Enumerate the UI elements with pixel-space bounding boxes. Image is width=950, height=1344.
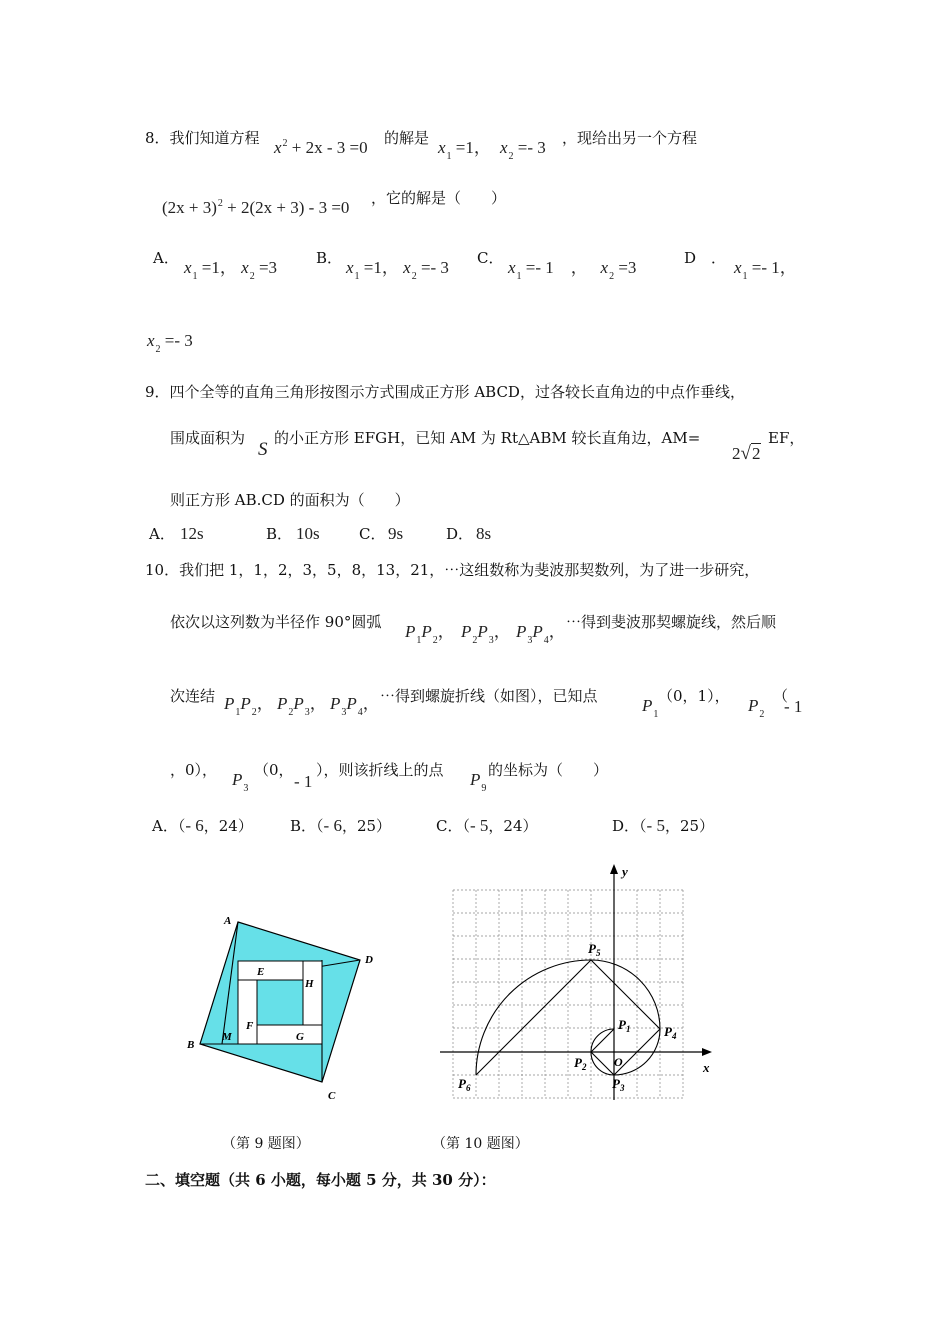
option-x: - 5 bbox=[469, 816, 489, 835]
subscript: 2 bbox=[411, 271, 417, 282]
q8-eq1-x: x bbox=[274, 138, 282, 157]
q9-line1: 9．四个全等的直角三角形按图示方式围成正方形 ABCD，过各较长直角边的中点作垂线， bbox=[145, 383, 745, 401]
label-p4: $P_4$ bbox=[664, 1024, 677, 1041]
q8-option-c bbox=[508, 258, 636, 281]
q8-eq1-rest: + 2x - 3 =0 bbox=[287, 138, 368, 157]
subscript: 1 bbox=[742, 271, 748, 282]
q8-option-a-label: A． bbox=[153, 249, 179, 267]
var-x: x bbox=[438, 138, 446, 157]
q9-option-d-label: D． bbox=[446, 525, 474, 543]
q10-p3-coord-open: （0， bbox=[254, 761, 294, 779]
subscript: 1 bbox=[192, 271, 198, 282]
section-2-title: 二、填空题（共 6 小题，每小题 5 分，共 30 分）： bbox=[145, 1171, 496, 1189]
comma: ， bbox=[493, 622, 511, 641]
subscript: 1 bbox=[354, 271, 360, 282]
q10-point-p3 bbox=[232, 770, 248, 793]
subscript: 2 bbox=[288, 707, 294, 718]
q9-line2-c: EF， bbox=[768, 429, 805, 447]
subscript: 2 bbox=[432, 635, 438, 646]
spiral-polyline bbox=[476, 960, 660, 1075]
comma: ， bbox=[548, 622, 566, 641]
q10-point-p1 bbox=[642, 696, 658, 719]
q9-line2-b: 的小正方形 EFGH，已知 AM 为 Rt△ABM 较长直角边，AM= bbox=[274, 429, 701, 447]
subscript: 2 bbox=[472, 635, 478, 646]
figure-9-caption: （第 9 题图） bbox=[222, 1136, 310, 1152]
subscript: 1 bbox=[516, 271, 522, 282]
label-h: H bbox=[305, 978, 314, 990]
point-p: P bbox=[748, 696, 759, 715]
label-p6: $P_6$ bbox=[458, 1076, 471, 1093]
label-p5: $P_5$ bbox=[588, 941, 601, 958]
q9-option-c-value: 9s bbox=[388, 524, 404, 543]
q8-option-b-label: B． bbox=[316, 249, 343, 267]
sqrt-sign: √ bbox=[740, 443, 751, 464]
subscript: 2 bbox=[155, 344, 161, 355]
comma: ， bbox=[473, 138, 491, 157]
point-p: P bbox=[470, 770, 481, 789]
q8-line1-prefix: 8．我们知道方程 bbox=[145, 129, 260, 147]
var-x: x bbox=[184, 258, 192, 277]
comma: ， bbox=[362, 694, 380, 713]
var-x: x bbox=[403, 258, 411, 277]
subscript: 3 bbox=[527, 635, 533, 646]
sqrt-coefficient: 2 bbox=[732, 444, 741, 463]
q9-line2-a: 围成面积为 bbox=[170, 429, 246, 447]
figure-9 bbox=[180, 905, 390, 1105]
q9-option-a-label: A． bbox=[149, 525, 175, 543]
q10-option-d bbox=[612, 816, 714, 836]
q8-x2-solution bbox=[500, 138, 546, 161]
var-x: x bbox=[147, 331, 155, 350]
eq2-part-b: + 2(2x + 3) - 3 =0 bbox=[222, 198, 350, 217]
option-label: C．（ bbox=[436, 817, 470, 835]
point-p: P bbox=[532, 622, 543, 641]
value: =- 3 bbox=[513, 138, 546, 157]
figure-10 bbox=[435, 860, 720, 1105]
q10-arc-p1p2 bbox=[405, 622, 455, 645]
label-p1: $P_1$ bbox=[618, 1017, 631, 1034]
label-e: E bbox=[257, 966, 265, 978]
figure-10-caption: （第 10 题图） bbox=[432, 1136, 529, 1152]
comma: ， bbox=[570, 258, 588, 277]
label-p2: $P_2$ bbox=[574, 1055, 587, 1072]
comma: ， bbox=[219, 258, 237, 277]
label-b: B bbox=[187, 1039, 195, 1051]
option-x: - 6 bbox=[323, 816, 342, 835]
subscript: 2 bbox=[251, 707, 257, 718]
q10-p3-y: - 1 bbox=[294, 772, 313, 791]
q10-seg-p3p4 bbox=[330, 694, 380, 717]
q10-seg-p2p3 bbox=[277, 694, 327, 717]
value: =3 bbox=[614, 258, 637, 277]
subscript: 3 bbox=[341, 707, 347, 718]
subscript: 9 bbox=[481, 783, 487, 794]
q8-option-c-label: C． bbox=[477, 249, 504, 267]
subscript: 2 bbox=[249, 271, 255, 282]
label-a: A bbox=[224, 915, 232, 927]
q9-option-a-value: 12s bbox=[180, 524, 204, 543]
sqrt-radicand: 2 bbox=[751, 444, 761, 463]
value: =- 1 bbox=[747, 258, 780, 277]
var-x: x bbox=[241, 258, 249, 277]
subscript: 4 bbox=[357, 707, 363, 718]
q9-option-b-value: 10s bbox=[296, 524, 320, 543]
option-x: - 6 bbox=[185, 816, 204, 835]
q8-equation-2 bbox=[162, 198, 349, 221]
q8-line2-suffix: ，它的解是（ ） bbox=[371, 189, 507, 207]
q8-x1-solution bbox=[438, 138, 491, 161]
x-axis-arrow-icon bbox=[702, 1048, 712, 1056]
q8-option-a bbox=[184, 258, 277, 281]
q10-line2-b: ⋯得到斐波那契螺旋线，然后顺 bbox=[566, 613, 777, 631]
q10-p1-coord: （0，1）， bbox=[658, 687, 730, 705]
comma: ， bbox=[381, 258, 399, 277]
eq2-part-a: (2x + 3) bbox=[162, 198, 217, 217]
comma: ， bbox=[309, 694, 327, 713]
point-p: P bbox=[405, 622, 416, 641]
value: =- 3 bbox=[416, 258, 449, 277]
q8-option-d-x1 bbox=[734, 258, 797, 281]
subscript: 1 bbox=[416, 635, 422, 646]
option-y: ，24） bbox=[203, 817, 253, 835]
subscript: 1 bbox=[446, 151, 452, 162]
var-x: x bbox=[500, 138, 508, 157]
value: =3 bbox=[254, 258, 278, 277]
q10-option-c bbox=[436, 816, 538, 836]
point-p: P bbox=[224, 694, 235, 713]
label-g: G bbox=[296, 1031, 304, 1043]
fibonacci-spiral bbox=[476, 960, 660, 1075]
q10-arc-p3p4 bbox=[516, 622, 566, 645]
eq2-square: 2 bbox=[217, 198, 223, 209]
label-x: x bbox=[703, 1060, 710, 1075]
var-x: x bbox=[734, 258, 742, 277]
q10-p2-x: - 1 bbox=[784, 697, 803, 716]
white-strip-left bbox=[238, 980, 257, 1044]
label-p3: $P_3$ bbox=[612, 1076, 625, 1093]
square-efgh bbox=[257, 980, 303, 1025]
point-p: P bbox=[477, 622, 488, 641]
grid bbox=[453, 890, 683, 1098]
q8-line1-mid: 的解是 bbox=[384, 129, 430, 147]
var-x: x bbox=[600, 258, 609, 277]
subscript: 2 bbox=[759, 709, 765, 720]
option-y: ，25） bbox=[664, 817, 715, 835]
option-label: B．（ bbox=[290, 817, 324, 835]
q10-line3-b: ⋯得到螺旋折线（如图），已知点 bbox=[380, 687, 598, 705]
q8-option-d-label: D ． bbox=[684, 249, 727, 267]
q9-option-d-value: 8s bbox=[476, 524, 492, 543]
option-label: A．（ bbox=[152, 817, 186, 835]
subscript: 4 bbox=[543, 635, 549, 646]
q9-line3: 则正方形 AB.CD 的面积为（ ） bbox=[170, 491, 410, 509]
point-p: P bbox=[330, 694, 341, 713]
option-y: ，24） bbox=[488, 817, 538, 835]
subscript: 3 bbox=[304, 707, 310, 718]
q9-option-b-label: B． bbox=[266, 525, 293, 543]
q10-arc-p2p3 bbox=[461, 622, 511, 645]
value: =- 1 bbox=[521, 258, 554, 277]
subscript: 1 bbox=[235, 707, 241, 718]
q10-seg-p1p2 bbox=[224, 694, 274, 717]
y-axis-arrow-icon bbox=[610, 864, 618, 874]
q8-option-b bbox=[346, 258, 449, 281]
q10-line4-c: 的坐标为（ ） bbox=[488, 761, 609, 779]
subscript: 2 bbox=[609, 271, 615, 282]
q8-option-d-x2 bbox=[147, 331, 193, 354]
q10-line4-b: ），则该折线上的点 bbox=[316, 761, 444, 779]
q8-line1-suffix: ，现给出另一个方程 bbox=[562, 129, 698, 147]
point-p: P bbox=[346, 694, 357, 713]
var-x: x bbox=[508, 258, 516, 277]
q8-eq1-square: 2 bbox=[282, 138, 288, 149]
q10-line2-a: 依次以这列数为半径作 90°圆弧 bbox=[170, 613, 382, 631]
point-p: P bbox=[240, 694, 251, 713]
option-label: D．（ bbox=[612, 817, 647, 835]
point-p: P bbox=[421, 622, 432, 641]
q10-line3-a: 次连结 bbox=[170, 687, 216, 705]
q10-line4-a: ，0）， bbox=[170, 761, 218, 779]
label-d: D bbox=[365, 954, 373, 966]
subscript: 2 bbox=[508, 151, 514, 162]
label-f: F bbox=[246, 1020, 254, 1032]
comma: ， bbox=[779, 258, 797, 277]
q10-line1: 10．我们把 1，1，2，3，5，8，13，21，⋯这组数称为斐波那契数列，为了进一步研究， bbox=[145, 561, 760, 579]
comma: ， bbox=[437, 622, 455, 641]
point-p: P bbox=[642, 696, 653, 715]
q10-option-a bbox=[152, 816, 253, 836]
value: =1 bbox=[359, 258, 382, 277]
option-y: ，25） bbox=[341, 817, 392, 835]
value: =- 3 bbox=[160, 331, 193, 350]
subscript: 3 bbox=[488, 635, 494, 646]
label-origin: O bbox=[614, 1055, 623, 1069]
q10-option-b bbox=[290, 816, 391, 836]
subscript: 3 bbox=[243, 783, 249, 794]
option-x: - 5 bbox=[646, 816, 665, 835]
q10-p2-coord-open: （ bbox=[773, 687, 789, 705]
comma: ， bbox=[256, 694, 274, 713]
q9-area-s: S bbox=[258, 439, 268, 460]
q10-point-p9 bbox=[470, 770, 486, 793]
label-y: y bbox=[622, 864, 628, 879]
var-x: x bbox=[346, 258, 354, 277]
q9-sqrt-expression bbox=[732, 444, 761, 464]
point-p: P bbox=[516, 622, 527, 641]
point-p: P bbox=[232, 770, 243, 789]
q10-point-p2 bbox=[748, 696, 764, 719]
value: =1 bbox=[451, 138, 474, 157]
value: =1 bbox=[197, 258, 220, 277]
point-p: P bbox=[277, 694, 288, 713]
q8-equation-1 bbox=[274, 138, 368, 161]
point-p: P bbox=[293, 694, 304, 713]
label-c: C bbox=[328, 1090, 336, 1102]
q9-option-c-label: C． bbox=[359, 525, 386, 543]
subscript: 1 bbox=[653, 709, 659, 720]
point-p: P bbox=[461, 622, 472, 641]
label-m: M bbox=[222, 1031, 232, 1043]
